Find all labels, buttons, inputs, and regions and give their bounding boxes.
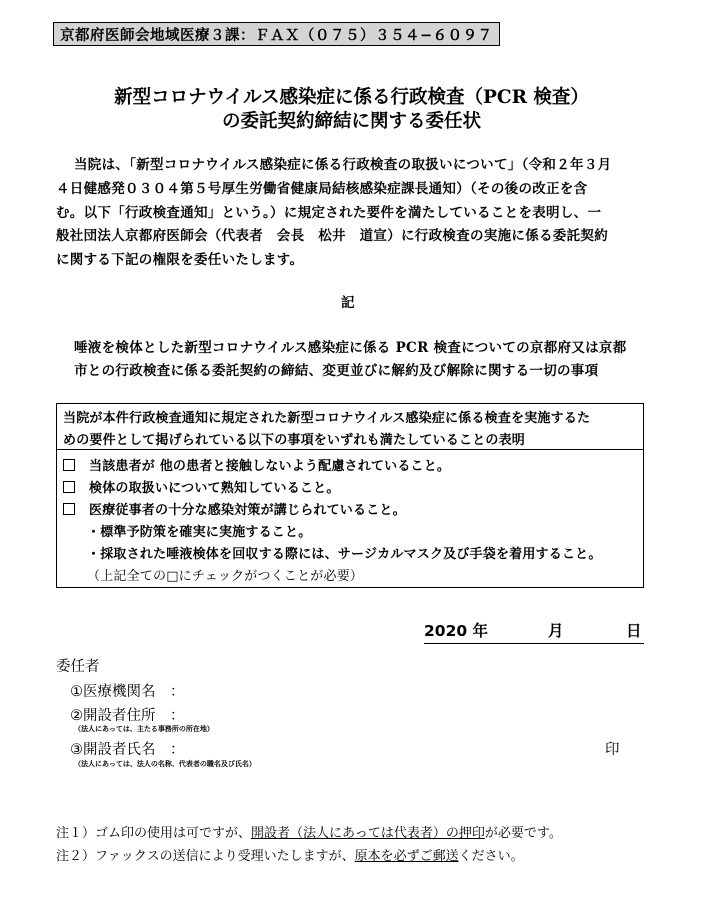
box-header-line-1: 当院が本件行政検査通知に規定された新型コロナウイルス感染症に係る検査を実施するた bbox=[63, 411, 591, 426]
note-2-part-c: ください。 bbox=[458, 849, 524, 864]
date-month: 月 bbox=[548, 622, 564, 640]
scope-line-2: 市との行政検査に係る委託契約の締結、変更並びに解約及び解除に関する一切の事項 bbox=[74, 363, 599, 379]
note-1 bbox=[56, 822, 562, 841]
field-clinic-name: ①医療機関名 ： bbox=[70, 684, 185, 700]
checkbox-3[interactable] bbox=[63, 503, 75, 515]
intro-line-3: む。以下「行政検査通知」という。）に規定された要件を満たしていることを表明し、一 bbox=[56, 205, 602, 221]
intro-line-1: 当院は、「新型コロナウイルス感染症に係る行政検査の取扱いについて」（令和２年３月 bbox=[74, 157, 612, 173]
title-line-1: 新型コロナウイルス感染症に係る行政検査（PCR 検査） bbox=[114, 87, 589, 108]
check-item-1-label: 当該患者が 他の患者と接触しないよう配慮されていること。 bbox=[89, 459, 451, 474]
check-item-2 bbox=[63, 477, 340, 496]
sub-item-2: ・採取された唾液検体を回収する際には、サージカルマスク及び手袋を着用すること。 bbox=[87, 547, 602, 562]
check-item-1 bbox=[63, 455, 450, 474]
box-note: （上記全ての□にチェックがつくことが必要） bbox=[87, 569, 364, 584]
date-line bbox=[424, 619, 644, 644]
note-1-part-a: 注１）ゴム印の使用は可ですが、 bbox=[56, 826, 252, 841]
requirements-box-header bbox=[57, 404, 643, 450]
date-day: 日 bbox=[626, 622, 642, 640]
intro-line-2: ４日健感発０３０４第５号厚生労働省健康局結核感染症課長通知）（その後の改正を含 bbox=[56, 181, 588, 197]
title-line-2: の委託契約締結に関する委任状 bbox=[221, 111, 481, 132]
date-year: 2020 年 bbox=[424, 622, 489, 640]
scope-line-1: 唾液を検体とした新型コロナウイルス感染症に係る PCR 検査についての京都府又は京都 bbox=[74, 340, 627, 356]
note-2-underlined: 原本を必ずご郵送 bbox=[354, 849, 459, 864]
checkbox-2[interactable] bbox=[63, 481, 75, 493]
check-item-3 bbox=[63, 499, 406, 518]
requirements-box bbox=[56, 403, 644, 588]
seal-mark: 印 bbox=[605, 742, 620, 758]
note-2-part-a: 注２）ファックスの送信により受理いたしますが、 bbox=[56, 849, 355, 864]
check-item-2-label: 検体の取扱いについて熟知していること。 bbox=[89, 481, 340, 496]
field-founder-name: ③開設者氏名 ： bbox=[70, 742, 185, 758]
field-founder-name-note: （法人にあっては、法人の名称、代表者の職名及び氏名） bbox=[74, 759, 256, 768]
note-1-part-c: が必要です。 bbox=[484, 826, 562, 841]
note-1-underlined: 開設者（法人にあっては代表者）の押印 bbox=[251, 826, 485, 841]
note-2 bbox=[56, 845, 524, 864]
field-founder-address-note: （法人にあっては、主たる事務所の所在地） bbox=[74, 724, 214, 733]
checkbox-1[interactable] bbox=[63, 459, 75, 471]
box-header-line-2: めの要件として掲げられている以下の事項をいずれも満たしていることの表明 bbox=[63, 433, 526, 448]
intro-line-4: 般社団法人京都府医師会（代表者 会長 松井 道宣）に行政検査の実施に係る委託契約 bbox=[56, 228, 608, 244]
field-founder-address: ②開設者住所 ： bbox=[70, 708, 185, 724]
intro-line-5: に関する下記の権限を委任いたします。 bbox=[56, 252, 304, 268]
sub-item-1: ・標準予防策を確実に実施すること。 bbox=[87, 525, 312, 540]
fax-header: 京都府医師会地域医療３課：ＦＡＸ（０７５）３５４−６０９７ bbox=[53, 22, 500, 46]
delegator-heading: 委任者 bbox=[56, 659, 100, 675]
check-item-3-label: 医療従事者の十分な感染対策が講じられていること。 bbox=[89, 503, 406, 518]
ki-heading: 記 bbox=[341, 295, 355, 311]
